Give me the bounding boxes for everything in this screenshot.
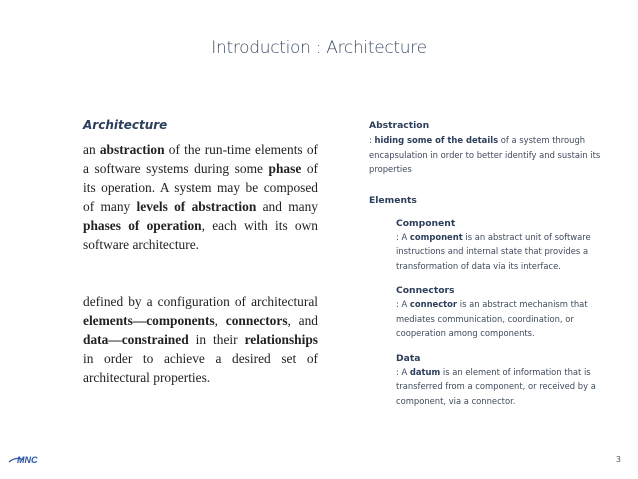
definitions-column bbox=[369, 120, 609, 408]
connectors-block bbox=[396, 285, 609, 341]
component-block bbox=[396, 218, 609, 274]
elements-heading: Elements bbox=[369, 194, 417, 206]
slide-title: Introduction : Architecture bbox=[211, 38, 427, 58]
data-text: : A datum is an element of information that is transferred from a component, or received by a component, via a connector. bbox=[396, 366, 596, 406]
data-block bbox=[396, 353, 609, 409]
elements-block bbox=[369, 195, 609, 409]
abstraction-block bbox=[369, 120, 609, 177]
svg-text:MNC: MNC bbox=[17, 455, 38, 465]
architecture-column bbox=[83, 118, 318, 387]
component-heading: Component bbox=[396, 217, 456, 229]
company-logo bbox=[8, 452, 44, 466]
abstraction-text: : hiding some of the details of a system through encapsulation in order to better identify and sustain its properties bbox=[369, 135, 601, 174]
page-number: 3 bbox=[615, 455, 621, 464]
component-text: : A component is an abstract unit of software instructions and internal state that provides a transformation of data via its interface. bbox=[396, 231, 591, 271]
connectors-text: : A connector is an abstract mechanism that mediates communication, coordination, or cooperation among components. bbox=[396, 299, 588, 338]
connectors-heading: Connectors bbox=[396, 285, 455, 296]
architecture-definition-paragraph: an abstraction of the run-time elements of a software systems during some phase of its operation. A system may be composed of many levels of abstraction and many phases of operation, each with its own software architecture. bbox=[83, 142, 318, 252]
architecture-configuration-paragraph: defined by a configuration of architectural elements—components, connectors, and data—constrained in their relationships in order to achieve a desired set of architectural properties. bbox=[83, 294, 318, 385]
abstraction-heading: Abstraction bbox=[369, 120, 430, 131]
data-heading: Data bbox=[396, 352, 421, 364]
architecture-heading: Architecture bbox=[83, 118, 168, 132]
